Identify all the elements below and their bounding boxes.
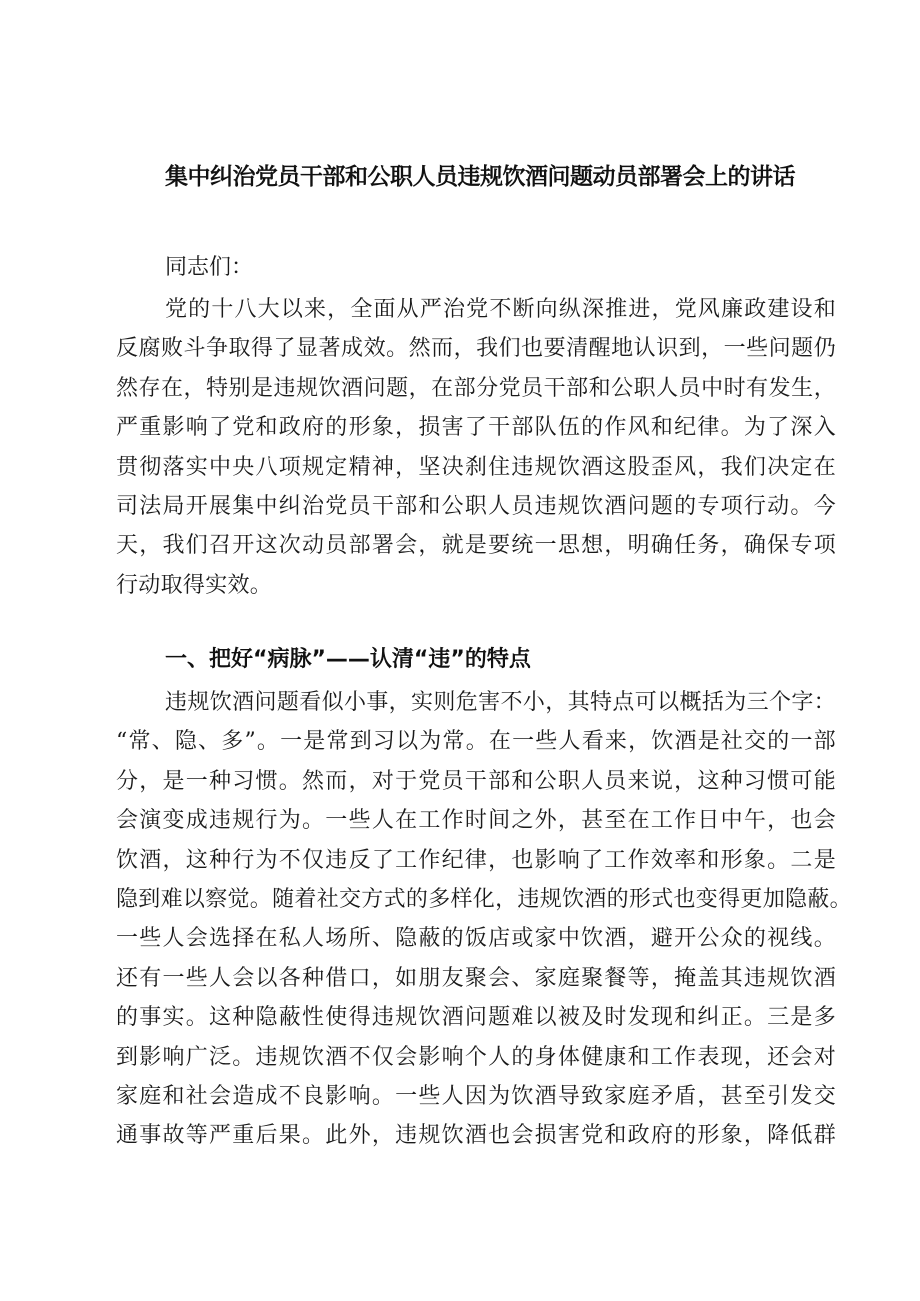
paragraph-line: 天，我们召开这次动员部署会，就是要统一思想，明确任务，确保专项 xyxy=(116,533,836,559)
paragraph-line: 行动取得实效。 xyxy=(116,572,273,598)
paragraph-line: 贯彻落实中央八项规定精神，坚决刹住违规饮酒这股歪风，我们决定在 xyxy=(116,454,836,480)
document-title: 集中纠治党员干部和公职人员违规饮酒问题动员部署会上的讲话 xyxy=(165,164,795,190)
paragraph-line: 一些人会选择在私人场所、隐蔽的饭店或家中饮酒，避开公众的视线。 xyxy=(116,926,836,952)
paragraph-line: 司法局开展集中纠治党员干部和公职人员违规饮酒问题的专项行动。今 xyxy=(116,493,836,519)
paragraph-line: 还有一些人会以各种借口，如朋友聚会、家庭聚餐等，掩盖其违规饮酒 xyxy=(116,965,836,991)
paragraph-line: 党的十八大以来，全面从严治党不断向纵深推进，党风廉政建设和 xyxy=(165,297,836,322)
paragraph-line: 到影响广泛。违规饮酒不仅会影响个人的身体健康和工作表现，还会对 xyxy=(116,1044,836,1070)
paragraph-line: 家庭和社会造成不良影响。一些人因为饮酒导致家庭矛盾，甚至引发交 xyxy=(116,1083,836,1109)
paragraph-line: “常、隐、多”。一是常到习以为常。在一些人看来，饮酒是社交的一部 xyxy=(116,729,836,755)
paragraph-line: 通事故等严重后果。此外，违规饮酒也会损害党和政府的形象，降低群 xyxy=(116,1123,836,1149)
paragraph-line: 然存在，特别是违规饮酒问题，在部分党员干部和公职人员中时有发生， xyxy=(116,375,836,401)
paragraph-line: 隐到难以察觉。随着社交方式的多样化，违规饮酒的形式也变得更加隐蔽。 xyxy=(116,886,852,912)
paragraph-line: 的事实。这种隐蔽性使得违规饮酒问题难以被及时发现和纠正。三是多 xyxy=(116,1005,836,1031)
paragraph-line: 严重影响了党和政府的形象，损害了干部队伍的作风和纪律。为了深入 xyxy=(116,415,836,441)
paragraph-line: 饮酒，这种行为不仅违反了工作纪律，也影响了工作效率和形象。二是 xyxy=(116,847,836,873)
salutation: 同志们： xyxy=(165,255,254,280)
paragraph-line: 违规饮酒问题看似小事，实则危害不小，其特点可以概括为三个字： xyxy=(165,690,836,715)
paragraph-line: 会演变成违规行为。一些人在工作时间之外，甚至在工作日中午，也会 xyxy=(116,808,836,834)
paragraph-line: 反腐败斗争取得了显著成效。然而，我们也要清醒地认识到，一些问题仍 xyxy=(116,336,836,362)
paragraph-line: 分，是一种习惯。然而，对于党员干部和公职人员来说，这种习惯可能 xyxy=(116,768,836,794)
paragraph-features xyxy=(116,683,852,1156)
section-heading: 一、把好“病脉”——认清“违”的特点 xyxy=(165,647,531,672)
paragraph-intro xyxy=(116,290,836,605)
